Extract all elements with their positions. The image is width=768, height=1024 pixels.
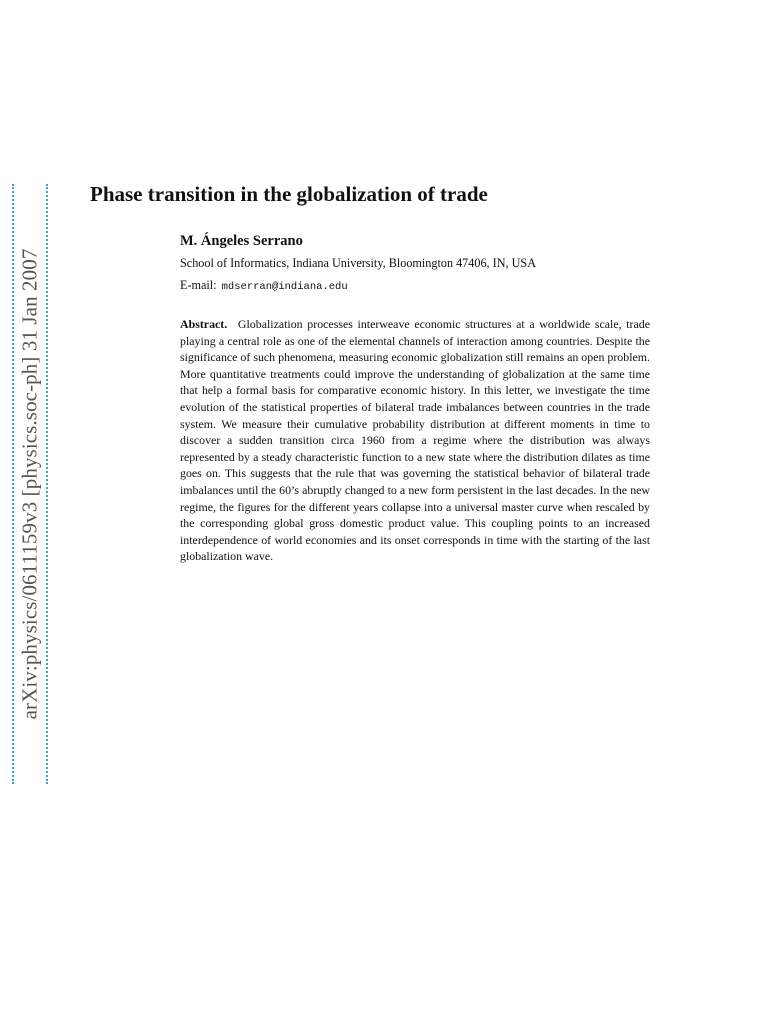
email-line <box>180 278 348 293</box>
abstract-text: Globalization processes interweave economic structures at a worldwide scale, trade playing a central role as one of the elemental channels of interaction among countries. Despite the significance of such phenomena, measuring economic globalization still remains an open problem. More quantitative treatments could improve the understanding of globalization at the same time that help a formal basis for comparative economic history. In this letter, we investigate the time evolution of the statistical properties of bilateral trade imbalances between countries in the trade system. We measure their cumulative probability distribution at different moments in time to discover a sudden transition circa 1960 from a regime where the distribution was always represented by a steady characteristic function to a new state where the distribution dilates as time goes on. This suggests that the rule that was governing the statistical behavior of bilateral trade imbalances until the 60’s abruptly changed to a new form persistent in the last decades. In the new regime, the figures for the different years collapse into a universal master curve when rescaled by the corresponding global gross domestic product value. This coupling points to an increased interdependence of world economies and its onset corresponds in time with the starting of the last globalization wave. <box>180 317 650 564</box>
paper-title: Phase transition in the globalization of trade <box>90 182 488 206</box>
email-label: E-mail: <box>180 278 217 292</box>
email-address[interactable]: mdserran@indiana.edu <box>221 281 348 293</box>
abstract-label: Abstract. <box>180 317 228 331</box>
author-name: M. Ángeles Serrano <box>180 233 303 249</box>
arxiv-identifier[interactable]: arXiv:physics/0611159v3 [physics.soc-ph] 31 Jan 2007 <box>17 248 42 720</box>
abstract <box>180 316 650 565</box>
author-affiliation: School of Informatics, Indiana University, Bloomington 47406, IN, USA <box>180 256 536 270</box>
